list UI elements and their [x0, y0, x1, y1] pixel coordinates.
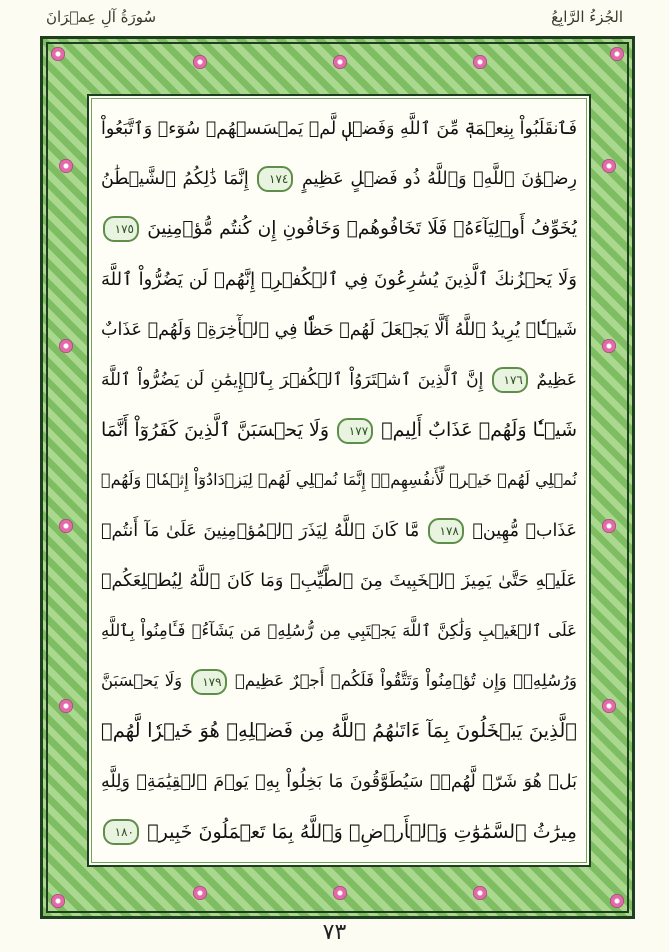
corner-flower-icon — [51, 47, 65, 61]
verse-line: عَذَابٞ مُّهِينٞ ١٧٨ مَّا كَانَ ٱللَّهُ لِيَذَرَ ٱلۡمُؤۡمِنِينَ عَلَىٰ مَآ أَنتُمۡ — [101, 508, 577, 554]
ayah-number-marker: ١٧٨ — [428, 518, 464, 544]
ayah-number-marker: ١٧٤ — [257, 166, 293, 192]
page-header — [0, 4, 669, 36]
ornamental-border — [40, 36, 635, 919]
border-flower-icon — [59, 159, 73, 173]
border-flower-icon — [59, 699, 73, 713]
verse-line: بَلۡ هُوَ شَرّٞ لَّهُمۡۖ سَيُطَوَّقُونَ مَا بَخِلُواْ بِهِۦ يَوۡمَ ٱلۡقِيَٰمَةِۗ وَلِلَّهِ — [101, 771, 577, 792]
verse-line: عَلَى ٱلۡغَيۡبِ وَلَٰكِنَّ ٱللَّهَ يَجۡتَبِي مِن رُّسُلِهِۦ مَن يَشَآءُۖ فَـَٔامِنُواْ بِٱللَّهِ — [101, 621, 577, 641]
border-flower-icon — [473, 886, 487, 900]
verse-line: ٱلَّذِينَ يَبۡخَلُونَ بِمَآ ءَاتَىٰهُمُ ٱللَّهُ مِن فَضۡلِهِۦ هُوَ خَيۡرٗا لَّهُمۖ — [101, 719, 577, 743]
ayah-number-marker: ١٧٦ — [492, 367, 528, 393]
verse-line: وَرُسُلِهِۦۚ وَإِن تُؤۡمِنُواْ وَتَتَّقُواْ فَلَكُمۡ أَجۡرٌ عَظِيمٞ ١٧٩ وَلَا يَحۡسَبَنَّ — [101, 658, 577, 704]
verse-line: شَيۡـٔٗا وَلَهُمۡ عَذَابٌ أَلِيمٞ ١٧٧ وَلَا يَحۡسَبَنَّ ٱلَّذِينَ كَفَرُوٓاْ أَنَّمَا — [101, 407, 577, 453]
ayah-number-marker: ١٧٧ — [337, 418, 373, 444]
border-flower-icon — [333, 886, 347, 900]
border-flower-icon — [602, 699, 616, 713]
verse-line: عَلَيۡهِ حَتَّىٰ يَمِيزَ ٱلۡخَبِيثَ مِنَ ٱلطَّيِّبِۗ وَمَا كَانَ ٱللَّهُ لِيُطۡلِعَكُمۡ — [101, 570, 577, 591]
border-flower-icon — [602, 159, 616, 173]
corner-flower-icon — [51, 894, 65, 908]
quran-text-panel — [87, 94, 591, 867]
verse-line: فَٱنقَلَبُواْ بِنِعۡمَةٖ مِّنَ ٱللَّهِ وَفَضۡلٖ لَّمۡ يَمۡسَسۡهُمۡ سُوٓءٞ وَٱتَّبَعُواْ — [101, 119, 577, 139]
border-flower-icon — [602, 339, 616, 353]
page-number: ٧٣ — [322, 920, 347, 945]
border-flower-icon — [193, 886, 207, 900]
border-flower-icon — [333, 55, 347, 69]
verse-line: وَلَا يَحۡزُنكَ ٱلَّذِينَ يُسَٰرِعُونَ فِي ٱلۡكُفۡرِۚ إِنَّهُمۡ لَن يَضُرُّواْ ٱللَّهَ — [101, 268, 577, 290]
ayah-number-marker: ١٧٥ — [103, 216, 139, 242]
border-flower-icon — [59, 339, 73, 353]
surah-name: سُورَةُ آلِ عِمۡرَانَ — [46, 8, 157, 26]
juz-name: الجُزءُ الرَّابِعُ — [551, 8, 623, 26]
ayah-number-marker: ١٨٠ — [103, 819, 139, 845]
verse-line: رِضۡوَٰنَ ٱللَّهِۗ وَٱللَّهُ ذُو فَضۡلٍ عَظِيمٍ ١٧٤ إِنَّمَا ذَٰلِكُمُ ٱلشَّيۡطَٰنُ — [101, 156, 577, 202]
border-flower-icon — [473, 55, 487, 69]
verse-line: نُمۡلِي لَهُمۡ خَيۡرٞ لِّأَنفُسِهِمۡۚ إِنَّمَا نُمۡلِي لَهُمۡ لِيَزۡدَادُوٓاْ إِثۡمٗاۖ وَلَهُمۡ — [101, 470, 577, 490]
corner-flower-icon — [610, 47, 624, 61]
corner-flower-icon — [610, 894, 624, 908]
border-flower-icon — [59, 519, 73, 533]
verse-lines — [101, 106, 577, 855]
verse-line: يُخَوِّفُ أَوۡلِيَآءَهُۥ فَلَا تَخَافُوهُمۡ وَخَافُونِ إِن كُنتُم مُّؤۡمِنِينَ ١٧٥ — [101, 206, 577, 252]
verse-line: مِيرَٰثُ ٱلسَّمَٰوَٰتِ وَٱلۡأَرۡضِۗ وَٱللَّهُ بِمَا تَعۡمَلُونَ خَبِيرٞ ١٨٠ — [101, 809, 577, 855]
border-flower-icon — [193, 55, 207, 69]
ayah-number-marker: ١٧٩ — [191, 669, 227, 695]
verse-line: شَيۡـٔٗاۗ يُرِيدُ ٱللَّهُ أَلَّا يَجۡعَلَ لَهُمۡ حَظّٗا فِي ٱلۡأٓخِرَةِۖ وَلَهُمۡ عَذَابٌ — [101, 319, 577, 340]
verse-line: عَظِيمٌ ١٧٦ إِنَّ ٱلَّذِينَ ٱشۡتَرَوُاْ ٱلۡكُفۡرَ بِٱلۡإِيمَٰنِ لَن يَضُرُّواْ ٱللَّهَ — [101, 357, 577, 403]
border-flower-icon — [602, 519, 616, 533]
